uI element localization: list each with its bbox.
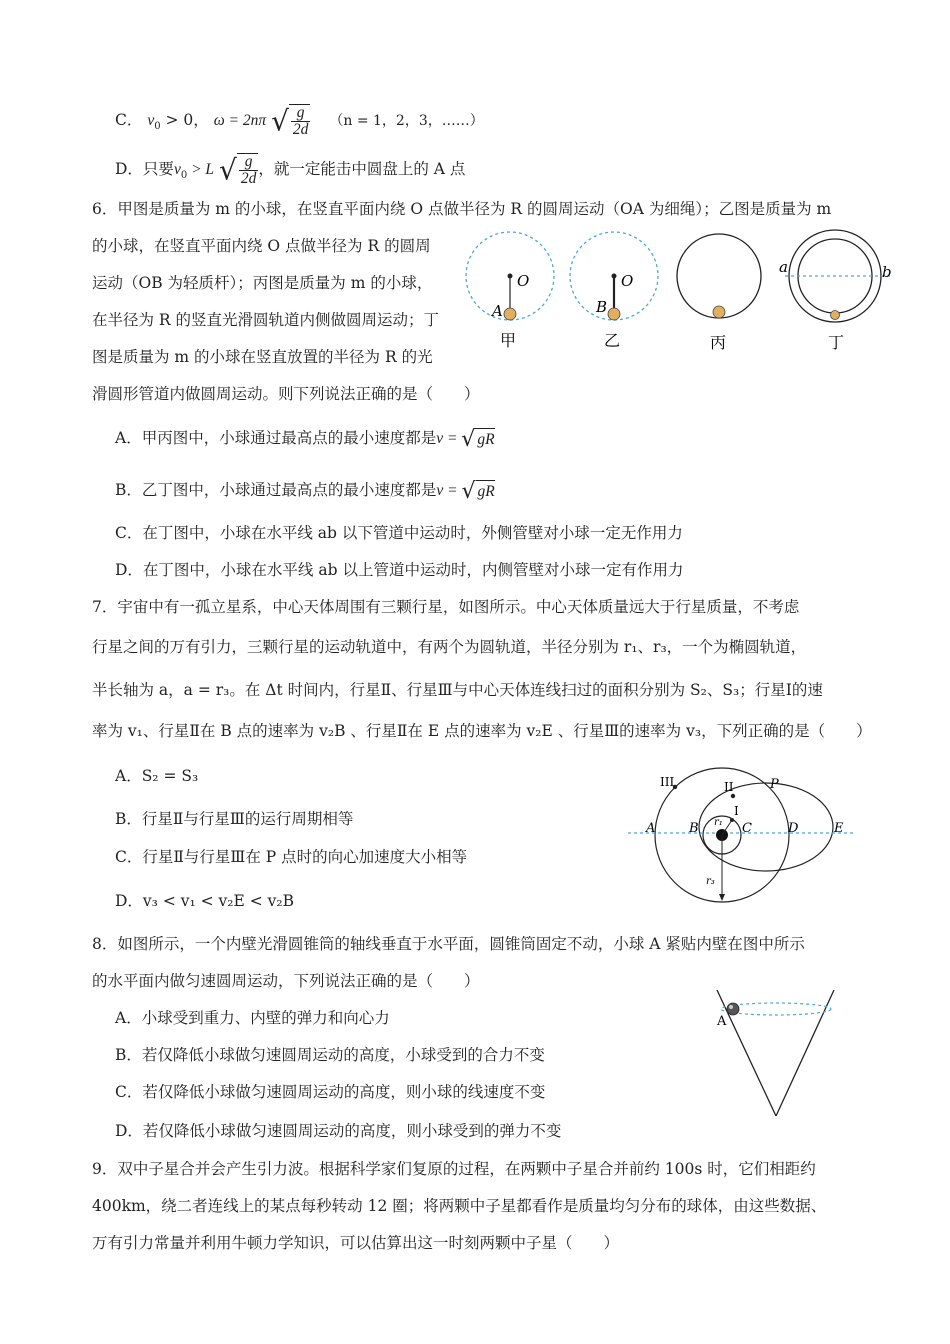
q5-d-cmp: > L [187,161,215,178]
q6-figure [462,228,900,358]
q6-jia-ball [504,308,516,320]
q6-b-gR: gR [476,480,495,503]
q7-r3-arrow [719,894,725,901]
q5-d-num: g [239,154,259,171]
q6-jia-A: A [492,302,503,320]
q8-option-b: B．若仅降低小球做匀速圆周运动的高度，小球受到的合力不变 [115,1046,545,1064]
q6-a-expr: v = [436,430,462,447]
q5-c-nrange: （n = 1，2，3，……） [329,113,484,129]
q6-line-5: 图是质量为 m 的小球在竖直放置的半径为 R 的光 [92,348,433,366]
q5-option-c [115,104,484,138]
q7-label-II: II [724,780,734,794]
q5-c-vsub: 0 [154,121,161,133]
q6-yi-O: O [621,272,634,290]
q6-label-yi: 乙 [604,331,621,350]
q6-label-bing: 丙 [710,333,727,352]
q5-c-omega: ω = 2nπ [213,112,267,129]
q6-option-d: D．在丁图中，小球在水平线 ab 以上管道中运动时，内侧管壁对小球一定有作用力 [115,561,684,579]
q7-label-C: C [742,821,752,836]
q6-ding-ball [831,311,840,320]
q5-c-num: g [291,105,311,122]
q7-option-a: A．S₂ = S₃ [115,767,199,785]
q7-label-r1: r₁ [714,817,723,828]
q7-label-III: III [660,775,675,789]
q8-line-1: 8．如图所示，一个内壁光滑圆锥筒的轴线垂直于水平面，圆锥筒固定不动，小球 A 紧贴内壁在图中所示 [92,935,805,953]
q7-line-2: 行星之间的万有引力，三颗行星的运动轨道中，有两个为圆轨道，半径分别为 r₁、r₃，一个为椭圆轨道， [92,638,807,656]
q8-label-A: A [717,1014,727,1029]
q7-label-A: A [646,821,656,836]
q5-d-sqrt: √ $\frac{g}{2d}$ [218,153,257,187]
q7-option-b: B．行星Ⅱ与行星Ⅲ的运行周期相等 [115,810,354,828]
q7-label-E: E [834,821,844,836]
q8-option-a: A．小球受到重力、内壁的弹力和向心力 [115,1009,390,1027]
q8-line-2: 的水平面内做匀速圆周运动，下列说法正确的是（ ） [92,972,480,990]
q7-planet-II [731,794,735,798]
q9-line-3: 万有引力常量并利用牛顿力学知识，可以估算出这一时刻两颗中子星（ ） [92,1234,620,1252]
q7-label-P: P [770,777,779,792]
q6-bing-track [677,234,761,318]
q6-line-3: 运动（OB 为轻质杆）；丙图是质量为 m 的小球， [92,274,433,292]
q7-option-d: D．v₃ < v₁ < v₂E < v₂B [115,892,295,910]
q8-cone-right-wall [776,990,834,1116]
q5-d-tail: ，就一定能击中圆盘上的 A 点 [258,160,466,178]
q6-bing-ball [713,306,725,318]
q8-cone-figure [710,988,840,1120]
q5-d-vsub: 0 [180,170,188,182]
q6-yi-ball [608,308,620,320]
q6-ding-a: a [779,258,788,276]
q6-option-c: C．在丁图中，小球在水平线 ab 以下管道中运动时，外侧管壁对小球一定无作用力 [115,524,683,542]
q5-c-v: v [147,112,155,129]
q7-label-r3: r₃ [706,876,715,887]
q6-option-a [115,427,495,451]
q8-option-d: D．若仅降低小球做匀速圆周运动的高度，则小球受到的弹力不变 [115,1122,562,1140]
q5-c-sqrt: √ $\frac{g}{2d}$ [271,104,309,138]
q5-c-den: 2d [292,121,309,138]
q6-jia-pivot [508,274,513,279]
q6-a-text: A．甲丙图中，小球通过最高点的最小速度都是 [115,429,437,447]
q7-line-1: 7．宇宙中有一孤立星系，中心天体周围有三颗行星，如图所示。中心天体质量远大于行星质量，不考虑 [92,598,800,616]
q7-label-B: B [689,821,699,836]
q6-yi-B: B [596,298,608,316]
q9-line-2: 400km，绕二者连线上的某点每秒转动 12 圈；将两颗中子星都看作是质量均匀分布的球体，由这些数据、 [92,1197,827,1215]
q5-d-den: 2d [240,170,257,187]
q6-ding-b: b [882,263,892,281]
q6-b-text: B．乙丁图中，小球通过最高点的最小速度都是 [115,481,437,499]
q6-a-sqrt: √ gR [461,426,495,452]
q8-ball-A [727,1003,739,1015]
q6-option-b [115,479,495,503]
q6-yi-pivot [612,274,617,279]
q7-line-3: 半长轴为 a，a = r₃。在 Δt 时间内，行星Ⅱ、行星Ⅲ与中心天体连线扫过的面积分别为 S₂、S₃；行星Ⅰ的速 [92,681,823,699]
q5-c-label: C． [115,111,143,129]
q5-d-label: D．只要 [115,160,174,178]
q6-label-ding: 丁 [828,333,845,352]
q9-line-1: 9．双中子星合并会产生引力波。根据科学家们复原的过程，在两颗中子星合并前约 100s 时，它们相距约 [92,1160,816,1178]
q8-ball-highlight [729,1005,733,1009]
q6-a-gR: gR [475,428,494,451]
q6-line-2: 的小球，在竖直平面内绕 O 点做半径为 R 的圆周 [92,237,431,255]
q7-option-c: C．行星Ⅱ与行星Ⅲ在 P 点时的向心加速度大小相等 [115,848,468,866]
q7-line-4: 率为 v₁、行星Ⅱ在 B 点的速率为 v₂B 、行星Ⅱ在 E 点的速率为 v₂E 、行星Ⅲ的速率为 v₃，下列正确的是（ ） [92,722,872,740]
q6-line-1: 6．甲图是质量为 m 的小球，在竖直平面内绕 O 点做半径为 R 的圆周运动（OA 为细绳）；乙图是质量为 m [92,200,832,218]
q6-b-expr: v = [436,482,462,499]
q6-line-6: 滑圆形管道内做圆周运动。则下列说法正确的是（ ） [92,385,480,403]
q6-b-sqrt: √ gR [461,478,495,504]
q7-planet-I [730,818,734,822]
q7-figure [624,760,860,906]
q5-option-d [115,153,465,187]
q6-line-4: 在半径为 R 的竖直光滑圆轨道内侧做圆周运动；丁 [92,311,440,329]
q5-d-v: v [173,161,181,178]
q5-c-vcond: > 0， [160,111,209,129]
q8-option-c: C．若仅降低小球做匀速圆周运动的高度，则小球的线速度不变 [115,1083,546,1101]
q7-label-I: I [734,804,739,818]
q7-label-D: D [788,821,799,836]
q6-label-jia: 甲 [500,331,517,350]
q6-jia-O: O [517,272,530,290]
q8-cone-left-wall [717,990,776,1116]
